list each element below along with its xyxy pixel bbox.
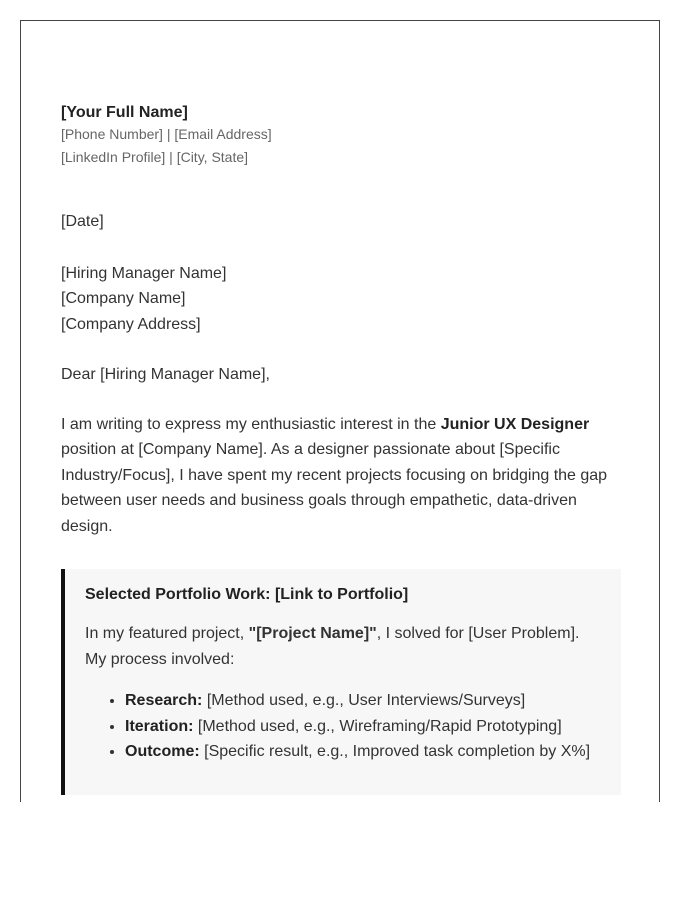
process-list bbox=[85, 688, 605, 765]
process-item-text: [Specific result, e.g., Improved task completion by X%] bbox=[199, 743, 591, 760]
portfolio-callout bbox=[61, 569, 621, 795]
recipient-block bbox=[61, 261, 621, 338]
portfolio-text-suffix: , I solved for [User Problem]. My process involved: bbox=[85, 625, 580, 668]
process-item-text: [Method used, e.g., Wireframing/Rapid Prototyping] bbox=[193, 717, 562, 735]
letter-content bbox=[61, 103, 621, 795]
intro-prefix: I am writing to express my enthusiastic interest in the bbox=[61, 415, 441, 433]
process-item-label: Outcome: bbox=[125, 743, 200, 760]
intro-paragraph bbox=[61, 412, 621, 540]
process-item-label: Research: bbox=[125, 692, 203, 709]
recipient-address: [Company Address] bbox=[61, 315, 201, 333]
sender-contact-line-1: [Phone Number] | [Email Address] bbox=[61, 126, 272, 142]
process-item-text: [Method used, e.g., User Interviews/Surveys] bbox=[202, 692, 526, 709]
role-title: Junior UX Designer bbox=[440, 415, 590, 433]
sender-contact-line-2: [LinkedIn Profile] | [City, State] bbox=[61, 149, 249, 165]
project-name: "[Project Name]" bbox=[248, 625, 377, 642]
process-item-iteration bbox=[125, 714, 605, 740]
letter-header bbox=[61, 103, 621, 169]
recipient-name: [Hiring Manager Name] bbox=[61, 264, 227, 282]
recipient-company: [Company Name] bbox=[61, 290, 186, 307]
intro-suffix: position at [Company Name]. As a designer passionate about [Specific Industry/Focus], I have spent my recent projects focusing on bridging the gap between user needs and business goals through empathetic, data-driven design. bbox=[61, 441, 608, 535]
salutation: Dear [Hiring Manager Name], bbox=[61, 366, 270, 383]
process-item-outcome bbox=[125, 739, 605, 765]
process-item-research bbox=[125, 688, 605, 714]
portfolio-text-prefix: In my featured project, bbox=[85, 625, 249, 642]
cover-letter-page bbox=[20, 20, 660, 802]
portfolio-description bbox=[85, 621, 605, 672]
process-item-label: Iteration: bbox=[125, 717, 194, 735]
sender-name: [Your Full Name] bbox=[61, 104, 188, 121]
portfolio-title: Selected Portfolio Work: [Link to Portfolio] bbox=[85, 586, 409, 603]
letter-date: [Date] bbox=[61, 213, 104, 230]
